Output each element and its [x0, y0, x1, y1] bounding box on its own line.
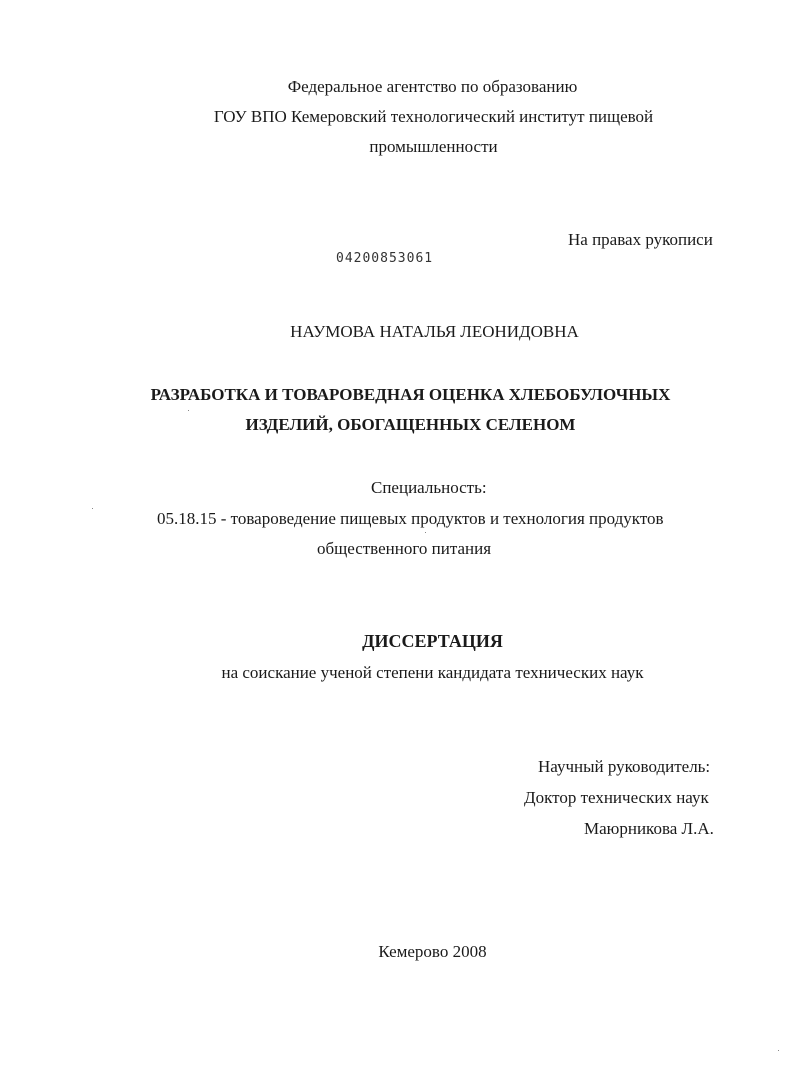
scan-speck [778, 1050, 779, 1051]
specialty-line2: общественного питания [317, 539, 492, 558]
document-type-heading: ДИССЕРТАЦИЯ [362, 631, 503, 651]
scan-speck [188, 410, 189, 411]
author-name: НАУМОВА НАТАЛЬЯ ЛЕОНИДОВНА [290, 322, 579, 341]
manuscript-rights-note: На правах рукописи [568, 230, 713, 249]
agency-name: Федеральное агентство по образованию [287, 77, 578, 96]
scan-speck [425, 532, 426, 533]
institute-name-line1: ГОУ ВПО Кемеровский технологический институт пищевой [213, 107, 654, 126]
dissertation-title-line1: РАЗРАБОТКА И ТОВАРОВЕДНАЯ ОЦЕНКА ХЛЕБОБУЛОЧНЫХ [150, 385, 671, 404]
city-year: Кемерово 2008 [378, 942, 487, 961]
supervisor-degree: Доктор технических наук [524, 788, 709, 807]
dissertation-title-line2: ИЗДЕЛИЙ, ОБОГАЩЕННЫХ СЕЛЕНОМ [245, 415, 576, 434]
institute-name-line2: промышленности [369, 137, 498, 156]
supervisor-label: Научный руководитель: [538, 757, 711, 776]
scan-speck [92, 508, 93, 509]
supervisor-name: Маюрникова Л.А. [584, 819, 714, 838]
specialty-line1: 05.18.15 - товароведение пищевых продуктов и технология продуктов [157, 509, 664, 528]
specialty-label: Специальность: [371, 478, 487, 497]
catalog-number: 04200853061 [336, 251, 434, 266]
degree-subtitle: на соискание ученой степени кандидата технических наук [221, 663, 644, 682]
